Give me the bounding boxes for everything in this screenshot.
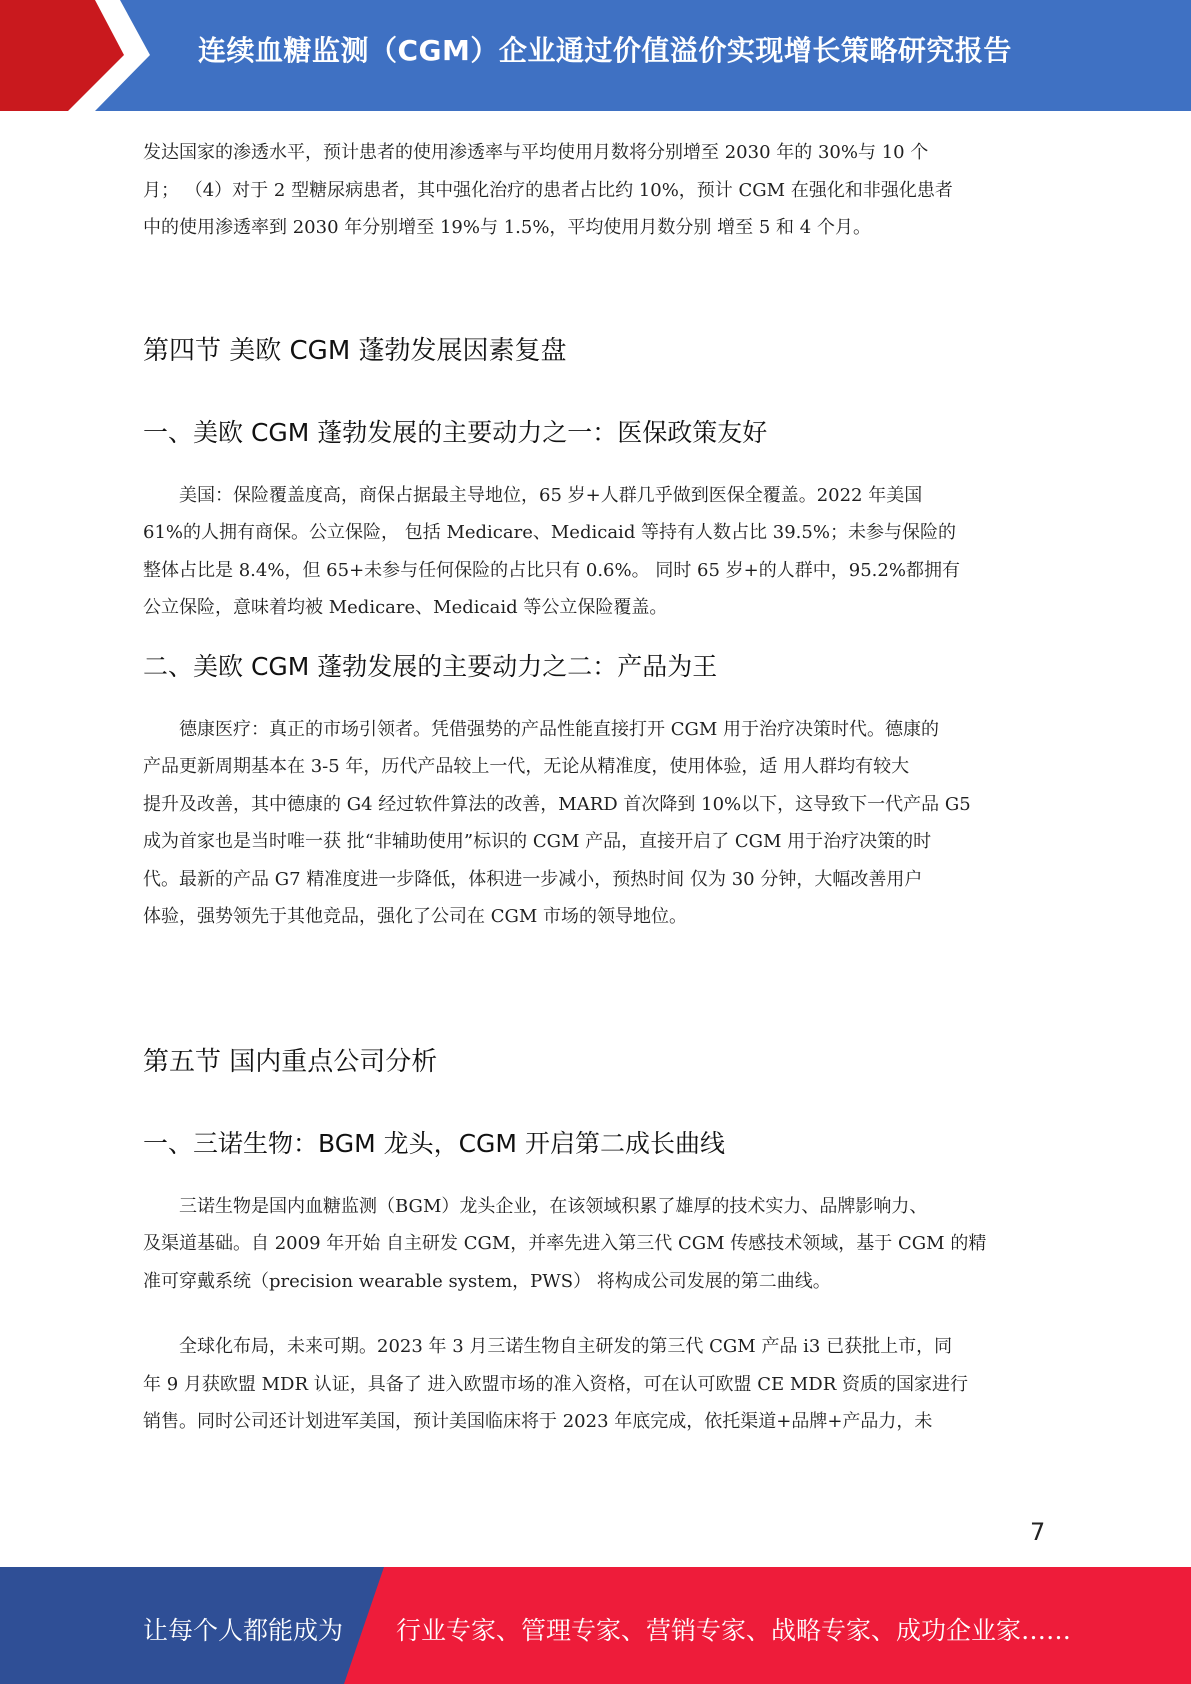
section-4-paragraph-2: [143, 711, 1043, 936]
paragraph-line: 美国：保险覆盖度高，商保占据最主导地位，65 岁+人群几乎做到医保全覆盖。2022 年美国: [179, 484, 923, 506]
header-arrow-decoration: [0, 0, 160, 111]
paragraph-line: 公立保险，意味着均被 Medicare、Medicaid 等公立保险覆盖。: [143, 597, 668, 618]
page-footer: [0, 1567, 1191, 1684]
paragraph-line: 代。最新的产品 G7 精准度进一步降低，体积进一步减小，预热时间 仅为 30 分钟，大幅改善用户: [143, 868, 923, 890]
section-5-paragraph-2: [143, 1328, 1043, 1441]
paragraph-line: 准可穿戴系统（precision wearable system，PWS） 将构成公司发展的第二曲线。: [143, 1270, 831, 1292]
footer-slogan-left: 让每个人都能成为: [143, 1616, 344, 1645]
paragraph-line: 全球化布局，未来可期。2023 年 3 月三诺生物自主研发的第三代 CGM 产品 i3 已获批上市，同: [179, 1336, 953, 1357]
intro-paragraph: [143, 134, 1043, 247]
page-number: 7: [1030, 1518, 1046, 1546]
section-4-subheading-2: 二、美欧 CGM 蓬勃发展的主要动力之二：产品为王: [143, 651, 718, 681]
paragraph-line: 61%的人拥有商保。公立保险， 包括 Medicare、Medicaid 等持有人数占比 39.5%；未参与保险的: [143, 522, 956, 543]
section-5-heading: 第五节 国内重点公司分析: [143, 1046, 438, 1077]
paragraph-line: 成为首家也是当时唯一获 批“非辅助使用”标识的 CGM 产品，直接开启了 CGM 用于治疗决策的时: [143, 831, 932, 852]
report-title: 连续血糖监测（CGM）企业通过价值溢价实现增长策略研究报告: [198, 34, 1012, 67]
paragraph-line: 体验，强势领先于其他竞品，强化了公司在 CGM 市场的领导地位。: [143, 906, 688, 927]
paragraph-line: 整体占比是 8.4%，但 65+未参与任何保险的占比只有 0.6%。 同时 65 岁+的人群中，95.2%都拥有: [143, 559, 960, 581]
footer-slogan-right: 行业专家、管理专家、营销专家、战略专家、成功企业家……: [396, 1616, 1072, 1645]
paragraph-line: 销售。同时公司还计划进军美国，预计美国临床将于 2023 年底完成，依托渠道+品牌+产品力，未: [143, 1411, 933, 1432]
paragraph-line: 三诺生物是国内血糖监测（BGM）龙头企业，在该领域积累了雄厚的技术实力、品牌影响力、: [179, 1195, 928, 1217]
intro-line: 发达国家的渗透水平，预计患者的使用渗透率与平均使用月数将分别增至 2030 年的 30%与 10 个: [143, 142, 929, 163]
intro-line: 月； （4）对于 2 型糖尿病患者，其中强化治疗的患者占比约 10%，预计 CGM 在强化和非强化患者: [143, 179, 953, 201]
page-content: [143, 134, 1043, 1441]
section-4-subheading-1: 一、美欧 CGM 蓬勃发展的主要动力之一：医保政策友好: [143, 417, 768, 447]
paragraph-line: 年 9 月获欧盟 MDR 认证，具备了 进入欧盟市场的准入资格，可在认可欧盟 CE MDR 资质的国家进行: [143, 1373, 968, 1395]
section-5-subheading-1: 一、三诺生物：BGM 龙头，CGM 开启第二成长曲线: [143, 1128, 725, 1158]
section-4-heading: 第四节 美欧 CGM 蓬勃发展因素复盘: [143, 335, 567, 366]
page-header: [0, 0, 1191, 111]
paragraph-line: 及渠道基础。自 2009 年开始 自主研发 CGM，并率先进入第三代 CGM 传感技术领域，基于 CGM 的精: [143, 1233, 987, 1254]
paragraph-line: 产品更新周期基本在 3-5 年，历代产品较上一代，无论从精准度，使用体验，适 用人群均有较大: [143, 756, 910, 777]
intro-line: 中的使用渗透率到 2030 年分别增至 19%与 1.5%，平均使用月数分别 增至 5 和 4 个月。: [143, 217, 871, 238]
section-5-paragraph-1: [143, 1188, 1043, 1301]
paragraph-line: 德康医疗：真正的市场引领者。凭借强势的产品性能直接打开 CGM 用于治疗决策时代。德康的: [179, 718, 940, 740]
section-4-paragraph-1: [143, 477, 1043, 627]
paragraph-line: 提升及改善，其中德康的 G4 经过软件算法的改善，MARD 首次降到 10%以下，这导致下一代产品 G5: [143, 793, 971, 815]
